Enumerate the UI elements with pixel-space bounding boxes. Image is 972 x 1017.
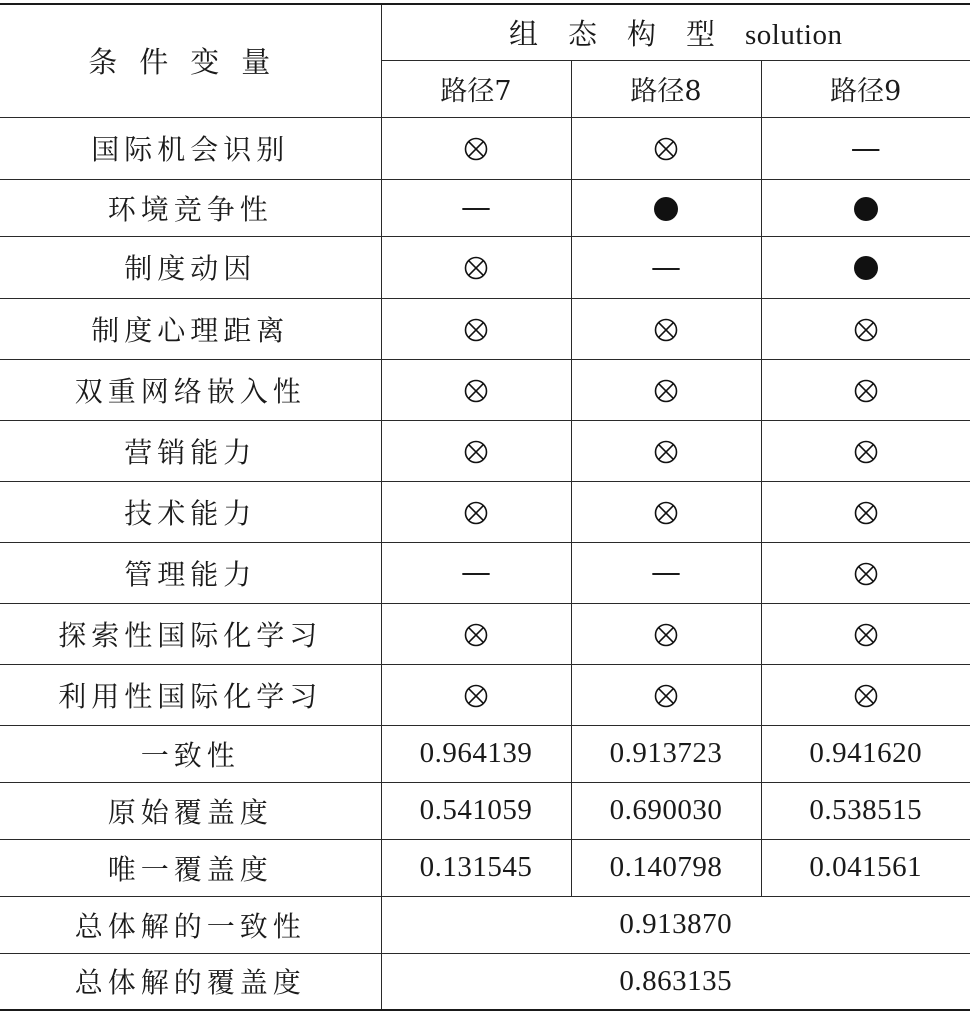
circled-times-icon — [654, 501, 678, 525]
condition-label: 制度动因 — [0, 236, 381, 298]
overall-value: 0.913870 — [381, 896, 970, 953]
circled-times-icon — [654, 318, 678, 342]
circled-times-icon — [854, 501, 878, 525]
absent-symbol-cell — [571, 420, 761, 481]
condition-label: 探索性国际化学习 — [0, 603, 381, 664]
configuration-table — [0, 3, 970, 1011]
filled-circle-icon — [854, 256, 878, 280]
absent-symbol-cell — [381, 298, 571, 359]
metric-row — [0, 725, 970, 782]
circled-times-icon — [854, 379, 878, 403]
condition-label: 营销能力 — [0, 420, 381, 481]
circled-times-icon — [854, 562, 878, 586]
header-row-1 — [0, 4, 970, 60]
condition-row — [0, 481, 970, 542]
circled-times-icon — [654, 623, 678, 647]
metric-value: 0.941620 — [761, 725, 970, 782]
circled-times-icon — [854, 623, 878, 647]
filled-circle-icon — [654, 197, 678, 221]
header-path-7: 路径7 — [381, 60, 571, 117]
condition-row — [0, 298, 970, 359]
circled-times-icon — [464, 623, 488, 647]
metric-value: 0.140798 — [571, 839, 761, 896]
header-path-8: 路径8 — [571, 60, 761, 117]
absent-symbol-cell — [381, 359, 571, 420]
overall-value: 0.863135 — [381, 953, 970, 1010]
metric-value: 0.964139 — [381, 725, 571, 782]
circled-times-icon — [464, 318, 488, 342]
dont-care-symbol-cell — [381, 542, 571, 603]
header-configuration-group — [381, 4, 970, 60]
absent-symbol-cell — [761, 298, 970, 359]
condition-label: 管理能力 — [0, 542, 381, 603]
dash-icon: — — [461, 190, 491, 225]
circled-times-icon — [854, 440, 878, 464]
condition-label: 国际机会识别 — [0, 117, 381, 179]
dont-care-symbol-cell — [571, 542, 761, 603]
condition-label: 制度心理距离 — [0, 298, 381, 359]
metric-value: 0.690030 — [571, 782, 761, 839]
absent-symbol-cell — [571, 117, 761, 179]
condition-row — [0, 664, 970, 725]
present-symbol-cell — [761, 236, 970, 298]
absent-symbol-cell — [381, 603, 571, 664]
absent-symbol-cell — [761, 603, 970, 664]
header-path-9: 路径9 — [761, 60, 970, 117]
header-group-en: solution — [745, 18, 843, 51]
absent-symbol-cell — [761, 481, 970, 542]
condition-label: 技术能力 — [0, 481, 381, 542]
absent-symbol-cell — [761, 359, 970, 420]
circled-times-icon — [654, 137, 678, 161]
absent-symbol-cell — [571, 298, 761, 359]
condition-label: 利用性国际化学习 — [0, 664, 381, 725]
circled-times-icon — [464, 379, 488, 403]
circled-times-icon — [464, 501, 488, 525]
absent-symbol-cell — [381, 664, 571, 725]
condition-row — [0, 236, 970, 298]
metric-value: 0.541059 — [381, 782, 571, 839]
metric-row — [0, 782, 970, 839]
absent-symbol-cell — [381, 117, 571, 179]
metric-value: 0.131545 — [381, 839, 571, 896]
dash-icon: — — [461, 555, 491, 590]
metric-label: 一致性 — [0, 725, 381, 782]
overall-label: 总体解的覆盖度 — [0, 953, 381, 1010]
condition-label: 双重网络嵌入性 — [0, 359, 381, 420]
header-condition-variable: 条件变量 — [0, 4, 381, 117]
dash-icon: — — [651, 249, 681, 285]
absent-symbol-cell — [571, 481, 761, 542]
circled-times-icon — [654, 684, 678, 708]
circled-times-icon — [464, 256, 488, 280]
overall-label: 总体解的一致性 — [0, 896, 381, 953]
header-group-cjk: 组态构型 — [509, 16, 746, 51]
absent-symbol-cell — [761, 420, 970, 481]
metric-value: 0.913723 — [571, 725, 761, 782]
condition-row — [0, 542, 970, 603]
absent-symbol-cell — [381, 236, 571, 298]
dash-icon: — — [850, 130, 881, 166]
metric-label: 原始覆盖度 — [0, 782, 381, 839]
overall-row — [0, 953, 970, 1010]
absent-symbol-cell — [571, 359, 761, 420]
condition-row — [0, 359, 970, 420]
metric-value: 0.041561 — [761, 839, 970, 896]
metric-label: 唯一覆盖度 — [0, 839, 381, 896]
condition-row — [0, 603, 970, 664]
absent-symbol-cell — [761, 542, 970, 603]
condition-row — [0, 117, 970, 179]
circled-times-icon — [464, 684, 488, 708]
circled-times-icon — [654, 379, 678, 403]
circled-times-icon — [464, 440, 488, 464]
absent-symbol-cell — [571, 664, 761, 725]
circled-times-icon — [464, 137, 488, 161]
present-symbol-cell — [761, 179, 970, 236]
metric-row — [0, 839, 970, 896]
absent-symbol-cell — [761, 664, 970, 725]
circled-times-icon — [854, 684, 878, 708]
present-symbol-cell — [571, 179, 761, 236]
absent-symbol-cell — [381, 481, 571, 542]
absent-symbol-cell — [571, 603, 761, 664]
absent-symbol-cell — [381, 420, 571, 481]
condition-row — [0, 179, 970, 236]
dont-care-symbol-cell — [571, 236, 761, 298]
filled-circle-icon — [854, 197, 878, 221]
dont-care-symbol-cell — [761, 117, 970, 179]
condition-row — [0, 420, 970, 481]
dont-care-symbol-cell — [381, 179, 571, 236]
dash-icon: — — [651, 555, 681, 590]
circled-times-icon — [854, 318, 878, 342]
overall-row — [0, 896, 970, 953]
condition-label: 环境竞争性 — [0, 179, 381, 236]
circled-times-icon — [654, 440, 678, 464]
metric-value: 0.538515 — [761, 782, 970, 839]
